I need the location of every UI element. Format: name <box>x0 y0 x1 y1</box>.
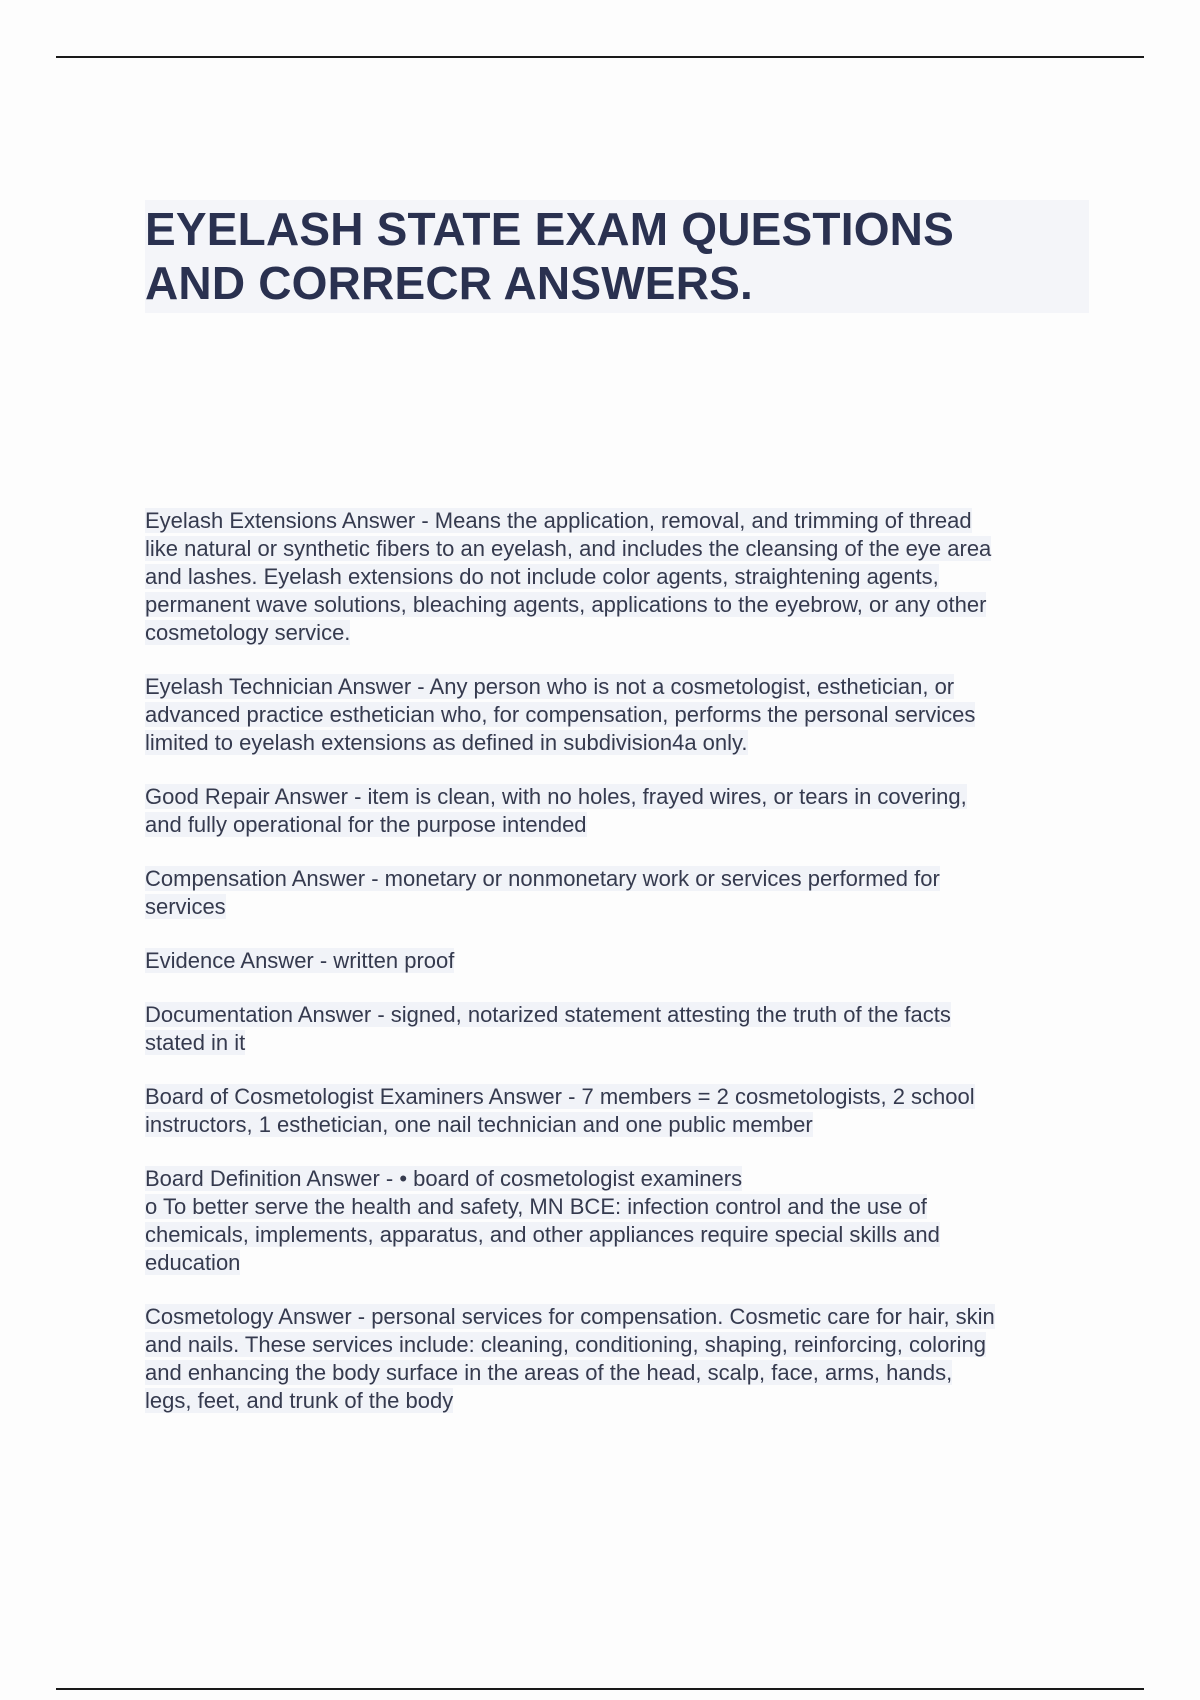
entry-line <box>145 507 1085 535</box>
entry-line <box>145 1029 1085 1057</box>
qa-entry <box>145 1001 1085 1057</box>
entry-line-text: Eyelash Extensions Answer - Means the application, removal, and trimming of thread <box>145 508 972 533</box>
title-line-1: EYELASH STATE EXAM QUESTIONS <box>145 203 954 255</box>
qa-entries <box>145 507 1085 1441</box>
entry-line-text: education <box>145 1250 241 1275</box>
entry-line-text: Evidence Answer - written proof <box>145 948 455 973</box>
entry-line-text: and lashes. Eyelash extensions do not include color agents, straightening agents, <box>145 564 939 589</box>
entry-line-text: and fully operational for the purpose intended <box>145 812 587 837</box>
entry-line-text: limited to eyelash extensions as defined in subdivision4a only. <box>145 730 748 755</box>
entry-line-text: and enhancing the body surface in the areas of the head, scalp, face, arms, hands, <box>145 1360 953 1385</box>
entry-line-text: chemicals, implements, apparatus, and other appliances require special skills and <box>145 1222 940 1247</box>
entry-line <box>145 535 1085 563</box>
entry-line <box>145 1221 1085 1249</box>
document-title <box>145 200 1089 313</box>
entry-line <box>145 1165 1085 1193</box>
entry-line-text: and nails. These services include: cleaning, conditioning, shaping, reinforcing, coloring <box>145 1332 986 1357</box>
entry-line <box>145 893 1085 921</box>
qa-entry <box>145 673 1085 757</box>
qa-entry <box>145 1303 1085 1415</box>
entry-line-text: services <box>145 894 226 919</box>
entry-line <box>145 673 1085 701</box>
entry-line-text: legs, feet, and trunk of the body <box>145 1388 454 1413</box>
entry-line <box>145 1193 1085 1221</box>
entry-line <box>145 947 1085 975</box>
entry-line <box>145 1331 1085 1359</box>
qa-entry <box>145 947 1085 975</box>
entry-line-text: instructors, 1 esthetician, one nail technician and one public member <box>145 1112 813 1137</box>
entry-line-text: Board of Cosmetologist Examiners Answer - 7 members = 2 cosmetologists, 2 school <box>145 1084 975 1109</box>
entry-line-text: Documentation Answer - signed, notarized statement attesting the truth of the facts <box>145 1002 951 1027</box>
entry-line-text: Good Repair Answer - item is clean, with no holes, frayed wires, or tears in covering, <box>145 784 967 809</box>
entry-line <box>145 1359 1085 1387</box>
entry-line <box>145 1001 1085 1029</box>
bottom-divider <box>56 1688 1144 1690</box>
entry-line <box>145 865 1085 893</box>
entry-line-text: Compensation Answer - monetary or nonmonetary work or services performed for <box>145 866 940 891</box>
entry-line <box>145 729 1085 757</box>
entry-line <box>145 591 1085 619</box>
entry-line-text: Cosmetology Answer - personal services for compensation. Cosmetic care for hair, skin <box>145 1304 995 1329</box>
entry-line <box>145 619 1085 647</box>
entry-line-text: Eyelash Technician Answer - Any person who is not a cosmetologist, esthetician, or <box>145 674 955 699</box>
entry-line <box>145 1111 1085 1139</box>
top-divider <box>56 56 1144 58</box>
entry-line-text: cosmetology service. <box>145 620 351 645</box>
entry-line <box>145 1387 1085 1415</box>
qa-entry <box>145 507 1085 647</box>
entry-line <box>145 701 1085 729</box>
entry-line-text: o To better serve the health and safety, MN BCE: infection control and the use of <box>145 1194 927 1219</box>
entry-line-text: advanced practice esthetician who, for compensation, performs the personal services <box>145 702 976 727</box>
entry-line-text: permanent wave solutions, bleaching agents, applications to the eyebrow, or any other <box>145 592 987 617</box>
entry-line <box>145 1249 1085 1277</box>
qa-entry <box>145 783 1085 839</box>
entry-line <box>145 1083 1085 1111</box>
qa-entry <box>145 1165 1085 1277</box>
entry-line-text: like natural or synthetic fibers to an eyelash, and includes the cleansing of the eye area <box>145 536 992 561</box>
entry-line-text: Board Definition Answer - • board of cosmetologist examiners <box>145 1166 743 1191</box>
qa-entry <box>145 1083 1085 1139</box>
entry-line <box>145 811 1085 839</box>
entry-line <box>145 1303 1085 1331</box>
entry-line <box>145 783 1085 811</box>
entry-line-text: stated in it <box>145 1030 246 1055</box>
qa-entry <box>145 865 1085 921</box>
entry-line <box>145 563 1085 591</box>
title-line-2: AND CORRECR ANSWERS. <box>145 257 753 309</box>
